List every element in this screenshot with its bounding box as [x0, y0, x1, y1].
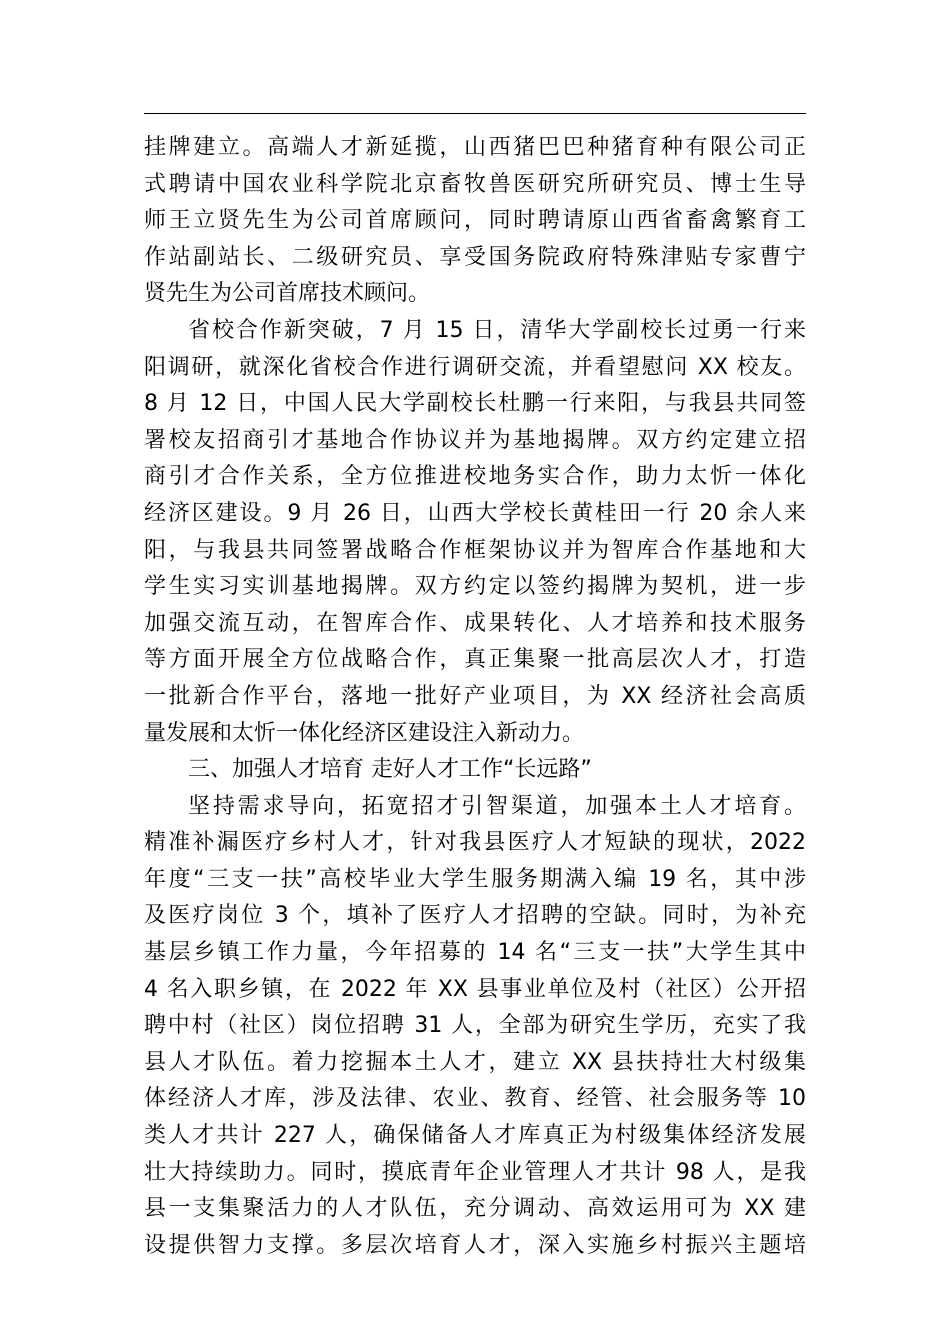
text-line: 署校友招商引才基地合作协议并为基地揭牌。双方约定建立招: [144, 427, 806, 453]
paragraph-talent-recruitment: [144, 130, 806, 313]
text-line: 设提供智力支撑。多层次培育人才，深入实施乡村振兴主题培: [144, 1232, 806, 1258]
section-heading: [144, 752, 806, 789]
text-line: 加强交流互动，在智库合作、成果转化、人才培养和技术服务: [144, 610, 806, 636]
paragraph-school-cooperation: [144, 313, 806, 752]
header-rule: [144, 113, 806, 114]
text-line: 年度“三支一扶”高校毕业大学生服务期满入编 19 名，其中涉: [144, 866, 806, 892]
section-heading-text: 三、加强人才培育 走好人才工作“长远路”: [188, 757, 592, 783]
text-line: 坚持需求导向，拓宽招才引智渠道，加强本土人才培育。: [188, 793, 806, 819]
text-line: 贤先生为公司首席技术顾问。: [144, 281, 431, 307]
text-line: 经济区建设。9 月 26 日，山西大学校长黄桂田一行 20 余人来: [144, 500, 806, 526]
text-line: 及医疗岗位 3 个，填补了医疗人才招聘的空缺。同时，为补充: [144, 903, 806, 929]
text-line: 体经济人才库，涉及法律、农业、教育、经管、社会服务等 10: [144, 1086, 806, 1112]
text-line: 等方面开展全方位战略合作，真正集聚一批高层次人才，打造: [144, 647, 806, 673]
text-line: 量发展和太忻一体化经济区建设注入新动力。: [144, 720, 585, 746]
text-line: 学生实习实训基地揭牌。双方约定以签约揭牌为契机，进一步: [144, 574, 806, 600]
text-line: 阳，与我县共同签署战略合作框架协议并为智库合作基地和大: [144, 537, 806, 563]
text-line: 8 月 12 日，中国人民大学副校长杜鹏一行来阳，与我县共同签: [144, 391, 806, 417]
text-line: 省校合作新突破，7 月 15 日，清华大学副校长过勇一行来: [188, 317, 806, 343]
text-line: 式聘请中国农业科学院北京畜牧兽医研究所研究员、博士生导: [144, 171, 806, 197]
text-line: 4 名入职乡镇，在 2022 年 XX 县事业单位及村（社区）公开招: [144, 976, 806, 1002]
text-line: 聘中村（社区）岗位招聘 31 人，全部为研究生学历，充实了我: [144, 1013, 806, 1039]
text-line: 精准补漏医疗乡村人才，针对我县医疗人才短缺的现状，2022: [144, 830, 806, 856]
text-line: 阳调研，就深化省校合作进行调研交流，并看望慰问 XX 校友。: [144, 354, 806, 380]
text-line: 县人才队伍。着力挖掘本土人才，建立 XX 县扶持壮大村级集: [144, 1049, 806, 1075]
paragraph-talent-cultivation: [144, 789, 806, 1265]
text-line: 师王立贤先生为公司首席顾问，同时聘请原山西省畜禽繁育工: [144, 208, 806, 234]
text-line: 县一支集聚活力的人才队伍，充分调动、高效运用可为 XX 建: [144, 1196, 806, 1222]
document-body: [144, 130, 806, 1264]
text-line: 壮大持续助力。同时，摸底青年企业管理人才共计 98 人，是我: [144, 1159, 806, 1185]
text-line: 商引才合作关系，全方位推进校地务实合作，助力太忻一体化: [144, 464, 806, 490]
text-line: 挂牌建立。高端人才新延揽，山西猪巴巴种猪育种有限公司正: [144, 135, 806, 160]
text-line: 作站副站长、二级研究员、享受国务院政府特殊津贴专家曹宁: [144, 244, 806, 270]
text-line: 一批新合作平台，落地一批好产业项目，为 XX 经济社会高质: [144, 683, 806, 709]
text-line: 类人才共计 227 人，确保储备人才库真正为村级集体经济发展: [144, 1123, 806, 1149]
text-line: 基层乡镇工作力量，今年招募的 14 名“三支一扶”大学生其中: [144, 940, 806, 966]
